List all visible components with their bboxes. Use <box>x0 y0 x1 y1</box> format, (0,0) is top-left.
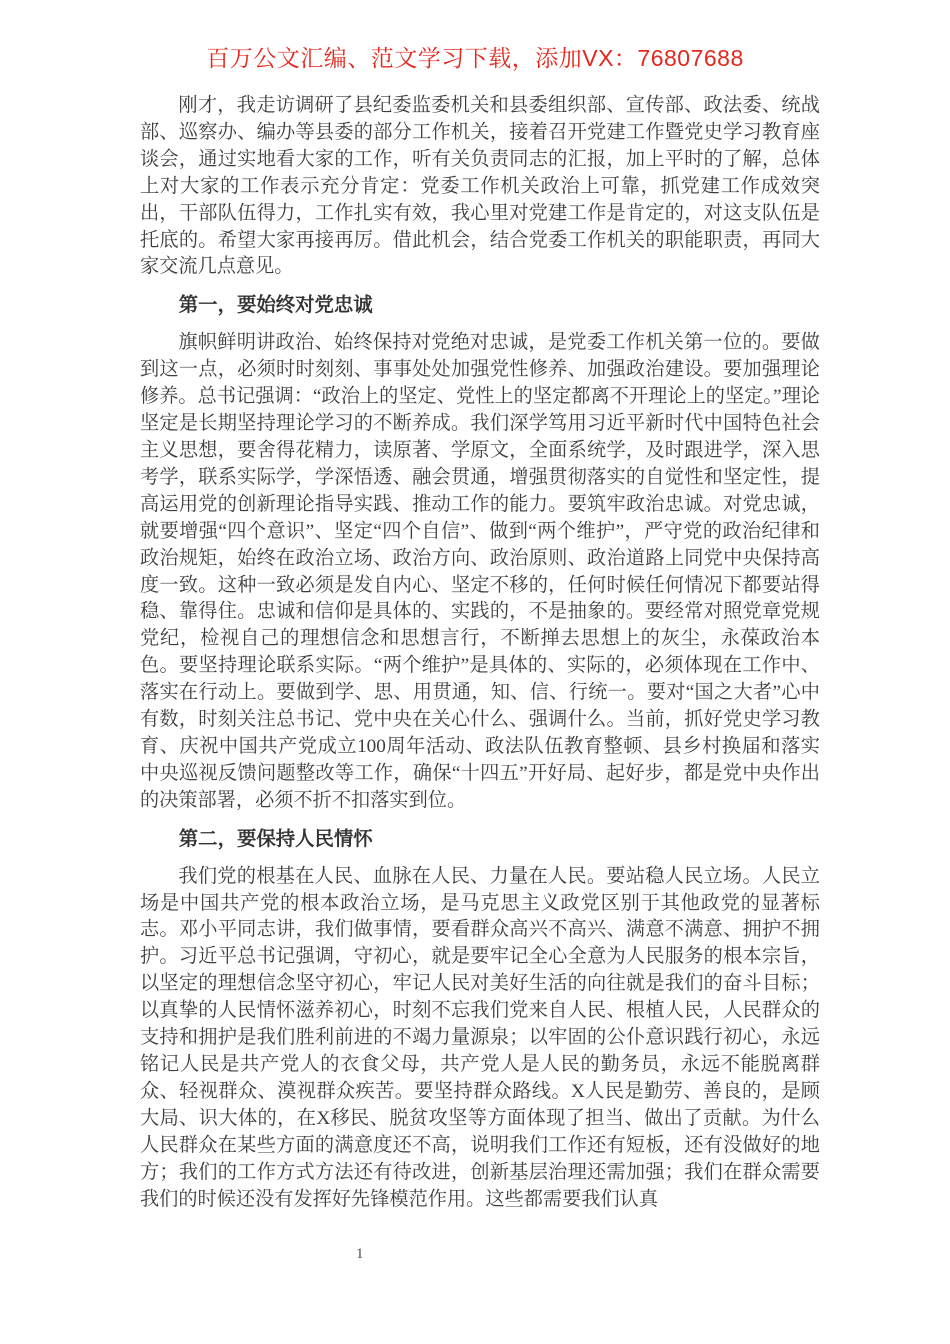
page-number: 1 <box>356 1246 364 1262</box>
section-1-paragraph: 旗帜鲜明讲政治、始终保持对党绝对忠诚，是党委工作机关第一位的。要做到这一点，必须时时刻刻、事事处处加强党性修养、加强政治建设。要加强理论修养。总书记强调：“政治上的坚定、党性上的坚定都离不开理论上的坚定。”理论坚定是长期坚持理论学习的不断养成。我们深学笃用习近平新时代中国特色社会主义思想，要舍得花精力，读原著、学原文，全面系统学，及时跟进学，深入思考学，联系实际学，学深悟透、融会贯通，增强贯彻落实的自觉性和坚定性，提高运用党的创新理论指导实践、推动工作的能力。要筑牢政治忠诚。对党忠诚，就要增强“四个意识”、坚定“四个自信”、做到“两个维护”，严守党的政治纪律和政治规矩，始终在政治立场、政治方向、政治原则、政治道路上同党中央保持高度一致。这种一致必须是发自内心、坚定不移的，任何时候任何情况下都要站得稳、靠得住。忠诚和信仰是具体的、实践的，不是抽象的。要经常对照党章党规党纪，检视自己的理想信念和思想言行，不断掸去思想上的灰尘，永葆政治本色。要坚持理论联系实际。“两个维护”是具体的、实际的，必须体现在工作中、落实在行动上。要做到学、思、用贯通，知、信、行统一。要对“国之大者”心中有数，时刻关注总书记、党中央在关心什么、强调什么。当前，抓好党史学习教育、庆祝中国共产党成立100周年活动、政法队伍教育整顿、县乡村换届和落实中央巡视反馈问题整改等工作，确保“十四五”开好局、起好步，都是党中央作出的决策部署，必须不折不扣落实到位。 <box>140 332 820 811</box>
section-2-heading: 第二，要保持人民情怀 <box>178 828 373 850</box>
document-page <box>140 93 820 1213</box>
promo-header-notice: 百万公文汇编、范文学习下载，添加VX：76807688 <box>206 45 744 71</box>
section-2-paragraph: 我们党的根基在人民、血脉在人民、力量在人民。要站稳人民立场。人民立场是中国共产党的根本政治立场，是马克思主义政党区别于其他政党的显著标志。邓小平同志讲，我们做事情，要看群众高兴不高兴、满意不满意、拥护不拥护。习近平总书记强调，守初心，就是要牢记全心全意为人民服务的根本宗旨，以坚定的理想信念坚守初心，牢记人民对美好生活的向往就是我们的奋斗目标；以真挚的人民情怀滋养初心，时刻不忘我们党来自人民、根植人民，人民群众的支持和拥护是我们胜利前进的不竭力量源泉；以牢固的公仆意识践行初心，永远铭记人民是共产党人的衣食父母，共产党人是人民的勤务员，永远不能脱离群众、轻视群众、漠视群众疾苦。要坚持群众路线。X人民是勤劳、善良的，是顾大局、识大体的，在X移民、脱贫攻坚等方面体现了担当、做出了贡献。为什么人民群众在某些方面的满意度还不高，说明我们工作还有短板，还有没做好的地方；我们的工作方式方法还有待改进，创新基层治理还需加强；我们在群众需要我们的时候还没有发挥好先锋模范作用。这些都需要我们认真 <box>140 865 820 1210</box>
section-1-heading: 第一，要始终对党忠诚 <box>178 295 373 317</box>
intro-paragraph: 刚才，我走访调研了县纪委监委机关和县委组织部、宣传部、政法委、统战部、巡察办、编办等县委的部分工作机关，接着召开党建工作暨党史学习教育座谈会，通过实地看大家的工作，听有关负责同志的汇报，加上平时的了解，总体上对大家的工作表示充分肯定：党委工作机关政治上可靠，抓党建工作成效突出，干部队伍得力，工作扎实有效，我心里对党建工作是肯定的，对这支队伍是托底的。希望大家再接再厉。借此机会，结合党委工作机关的职能职责，再同大家交流几点意见。 <box>140 95 820 278</box>
